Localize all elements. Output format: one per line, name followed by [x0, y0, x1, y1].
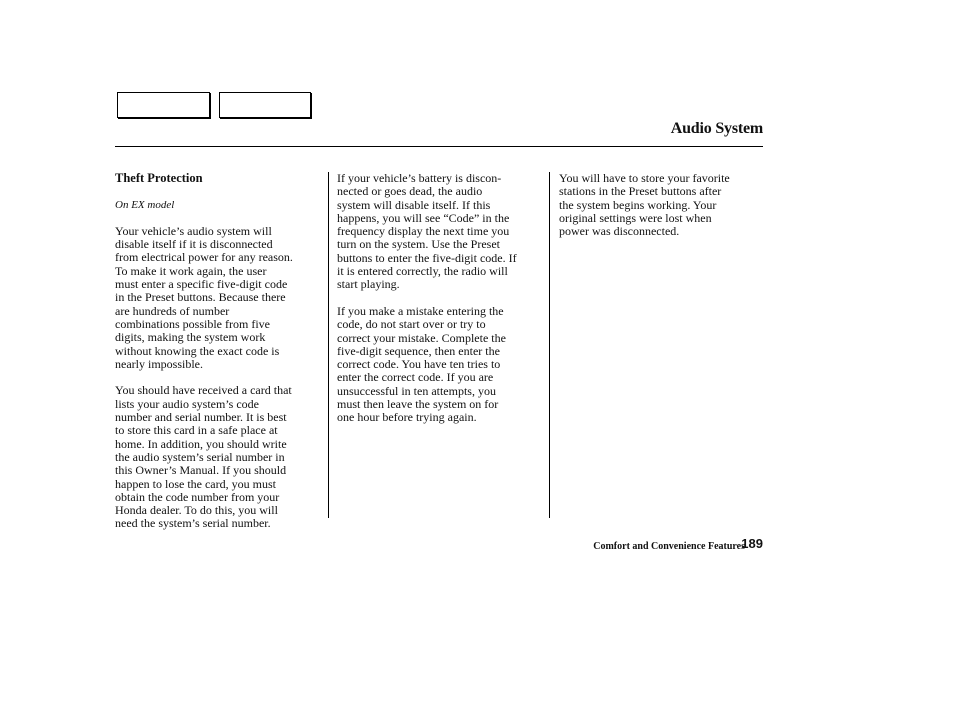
nav-button-table-of-contents[interactable] [219, 92, 311, 118]
title-divider [115, 146, 763, 147]
column-divider [328, 172, 329, 518]
section-subheading: On EX model [115, 198, 175, 211]
text-column-3 [559, 172, 764, 252]
section-heading: Theft Protection [115, 171, 203, 185]
paragraph: Your vehicle’s audio system will disable itself if it is disconnected from electrical power for any reason. To make it work again, the user must enter a specific five-digit code in the Preset buttons. Because there are hundreds of number combinations possible from five digits, making the system work without knowing the exact code is nearly impossible. [115, 223, 293, 371]
text-column-2 [337, 172, 542, 438]
page-number: 189 [741, 536, 763, 551]
paragraph: If you make a mistake entering the code, do not start over or try to correct your mistake. Complete the five-digit sequence, then enter the correct code. You have ten tries to enter the correct code. If you are unsuccessful in ten attempts, you must then leave the system on for one hour before trying again. [337, 303, 506, 425]
paragraph: You should have received a card that lists your audio system’s code number and serial number. It is best to store this card in a safe place at home. In addition, you should write the audio system’s serial number in this Owner’s Manual. If you should happen to lose the card, you must obtain the code number from your Honda dealer. To do this, you will need the system’s serial number. [115, 383, 292, 531]
text-column-1 [115, 172, 320, 544]
paragraph: You will have to store your favorite stations in the Preset buttons after the system begins working. Your original settings were lost when power was disconnected. [559, 171, 730, 239]
paragraph: If your vehicle’s battery is discon- nected or goes dead, the audio system will disable itself. If this happens, you will see “Code” in the frequency display the next time you turn on the system. Use the Preset buttons to enter the five-digit code. If it is entered correctly, the radio will start playing. [337, 171, 517, 292]
column-divider [549, 172, 550, 518]
footer-section-name: Comfort and Convenience Features [593, 541, 745, 552]
page-title: Audio System [670, 120, 763, 137]
nav-button-main-menu[interactable] [117, 92, 210, 118]
